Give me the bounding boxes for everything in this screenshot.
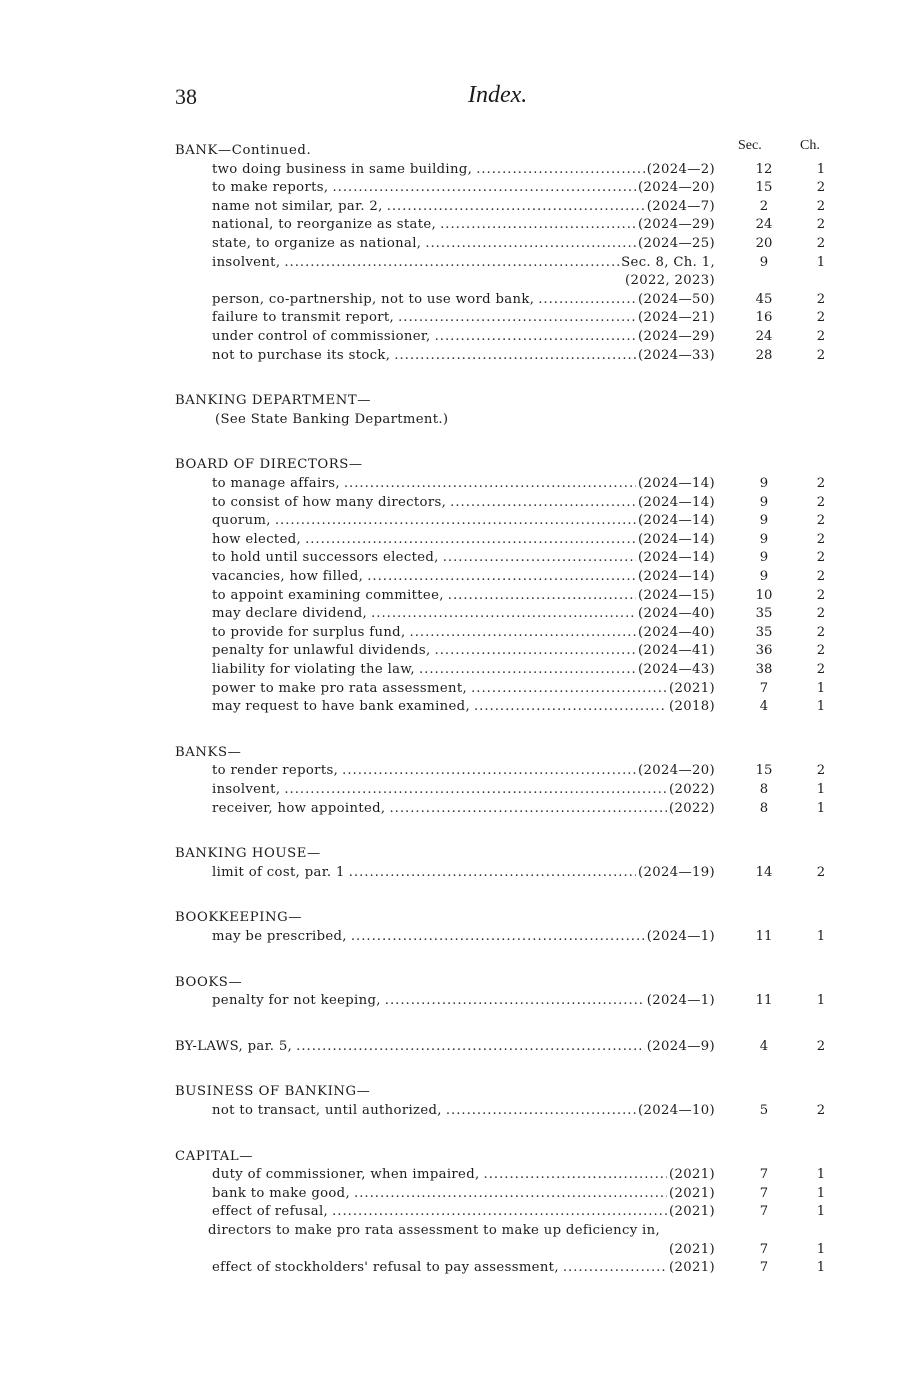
sec-number: 4 (759, 699, 769, 715)
section-heading: BOOKS— (175, 974, 243, 990)
sec-number: 7 (759, 1167, 769, 1183)
index-entry (212, 680, 715, 698)
ch-number: 2 (816, 624, 826, 640)
ch-number: 2 (816, 476, 826, 491)
sec-number: 2 (759, 198, 769, 214)
sec-number: 10 (755, 587, 773, 603)
ch-number: 2 (816, 217, 826, 233)
ch-number: 2 (816, 1103, 826, 1118)
entry-reference: (2022) (669, 782, 715, 797)
index-entry (212, 698, 715, 716)
ch-number: 2 (816, 1038, 826, 1054)
dot-leader (435, 328, 636, 346)
section-heading: BANKING DEPARTMENT— (175, 393, 372, 409)
index-entry (212, 291, 715, 309)
entry-continuation: (2021) (669, 1241, 715, 1257)
dot-leader (387, 198, 645, 216)
entry-text: national, to reorganize as state, (212, 217, 437, 233)
index-entry (212, 642, 715, 660)
dot-leader (349, 864, 636, 882)
page-number: 38 (175, 84, 197, 109)
entry-reference: (2021) (669, 1185, 715, 1201)
sec-number: 11 (755, 929, 773, 944)
index-entry (212, 1259, 715, 1277)
sec-number: 15 (755, 763, 773, 779)
dot-leader (419, 661, 636, 679)
entry-text: may be prescribed, (212, 929, 347, 944)
dot-leader (484, 1166, 668, 1184)
sec-number: 45 (755, 291, 773, 307)
entry-text: to provide for surplus fund, (212, 624, 406, 640)
dot-leader (538, 291, 636, 309)
entry-text: to consist of how many directors, (212, 494, 447, 510)
entry-reference: (2024—50) (638, 291, 715, 307)
sec-number: 36 (755, 643, 773, 659)
entry-reference: (2024—40) (638, 624, 715, 640)
sec-number: 15 (755, 180, 773, 196)
section-heading: BOARD OF DIRECTORS— (175, 457, 363, 473)
entry-reference: (2022) (669, 800, 715, 816)
sec-number: 14 (755, 864, 773, 880)
entry-text: insolvent, (212, 254, 281, 270)
sec-number: 7 (759, 680, 769, 696)
entry-text: bank to make good, (212, 1185, 351, 1201)
index-entry (212, 781, 715, 799)
sec-number: 12 (755, 161, 773, 177)
ch-number: 1 (816, 800, 826, 816)
index-entry-wrapped: directors to make pro rata assessment to make up deficiency in, (208, 1223, 661, 1238)
dot-leader (448, 587, 636, 605)
index-entry (212, 928, 715, 946)
entry-reference: Sec. 8, Ch. 1, (621, 254, 715, 270)
ch-number: 1 (816, 782, 826, 797)
entry-reference: (2024—1) (646, 929, 715, 944)
sec-number: 38 (755, 662, 773, 677)
sec-number: 7 (759, 1260, 769, 1276)
entry-reference: (2024—25) (638, 236, 715, 251)
ch-number: 2 (816, 180, 826, 196)
index-entry (212, 587, 715, 605)
entry-reference: (2024—33) (638, 347, 715, 363)
entry-text: limit of cost, par. 1 (212, 864, 345, 880)
dot-leader (563, 1259, 667, 1277)
section-heading: BANKS— (175, 744, 242, 760)
dot-leader (443, 549, 636, 567)
sec-number: 9 (759, 550, 769, 566)
dot-leader (354, 1185, 667, 1203)
entry-continuation: (2022, 2023) (625, 273, 715, 289)
page-title: Index. (468, 82, 528, 108)
ch-number: 2 (816, 513, 826, 529)
ch-number: 2 (816, 347, 826, 363)
ch-number: 1 (816, 680, 826, 696)
entry-text: penalty for not keeping, (212, 993, 381, 1009)
sec-number: 9 (759, 569, 769, 584)
index-entry (212, 161, 715, 179)
dot-leader (351, 928, 645, 946)
section-heading: BANKING HOUSE— (175, 846, 321, 862)
entry-reference: (2024—20) (638, 763, 715, 779)
index-entry (212, 1102, 715, 1120)
index-entry (212, 1185, 715, 1203)
entry-reference: (2021) (669, 1167, 715, 1183)
ch-number: 2 (816, 198, 826, 214)
index-heading-entry (175, 1038, 715, 1056)
index-entry (212, 235, 715, 253)
sec-number: 9 (759, 513, 769, 529)
entry-text: how elected, (212, 531, 302, 547)
ch-number: 2 (816, 550, 826, 566)
entry-text: duty of commissioner, when impaired, (212, 1167, 480, 1183)
dot-leader (450, 494, 636, 512)
index-entry (212, 347, 715, 365)
entry-reference: (2024—43) (638, 662, 715, 677)
ch-number: 2 (816, 531, 826, 547)
ch-number: 2 (816, 587, 826, 603)
ch-number: 1 (816, 699, 826, 715)
dot-leader (398, 309, 636, 327)
index-entry (212, 198, 715, 216)
dot-leader (284, 781, 667, 799)
entry-reference: (2024—15) (638, 587, 715, 603)
section-heading: BANK—Continued. (175, 143, 312, 158)
entry-text: failure to transmit report, (212, 310, 395, 326)
sec-number: 7 (759, 1241, 769, 1257)
ch-number: 1 (816, 1204, 826, 1220)
entry-reference: (2021) (669, 680, 715, 696)
sec-number: 7 (759, 1204, 769, 1220)
dot-leader (425, 235, 636, 253)
ch-number: 2 (816, 569, 826, 584)
entry-reference: (2024—29) (638, 329, 715, 344)
entry-reference: (2024—14) (638, 550, 715, 566)
ch-number: 1 (816, 1260, 826, 1276)
sec-number: 28 (755, 347, 773, 363)
entry-text: liability for violating the law, (212, 662, 415, 677)
dot-leader (446, 1102, 636, 1120)
index-entry (212, 549, 715, 567)
index-entry (212, 762, 715, 780)
index-entry (212, 475, 715, 493)
sec-number: 9 (759, 531, 769, 547)
entry-text: may declare dividend, (212, 606, 368, 622)
ch-number: 2 (816, 662, 826, 677)
entry-reference: (2024—14) (638, 513, 715, 529)
entry-reference: (2018) (669, 699, 715, 715)
sec-number: 35 (755, 624, 773, 640)
index-entry (212, 254, 715, 272)
index-entry (212, 531, 715, 549)
sec-column-header: Sec. (738, 138, 762, 153)
entry-text: to appoint examining committee, (212, 587, 444, 603)
section-heading: BUSINESS OF BANKING— (175, 1084, 371, 1100)
sec-number: 9 (759, 494, 769, 510)
ch-number: 1 (816, 1185, 826, 1201)
index-entry (212, 800, 715, 818)
sec-number: 4 (759, 1038, 769, 1054)
entry-reference: (2024—10) (638, 1103, 715, 1118)
entry-reference: (2024—14) (638, 476, 715, 491)
index-entry (212, 494, 715, 512)
dot-leader (342, 762, 636, 780)
index-entry (212, 661, 715, 679)
entry-reference: (2024—19) (638, 864, 715, 880)
entry-reference: (2021) (669, 1204, 715, 1220)
sec-number: 5 (759, 1103, 769, 1118)
sec-number: 9 (759, 254, 769, 270)
entry-text: may request to have bank examined, (212, 699, 470, 715)
entry-text: effect of refusal, (212, 1204, 329, 1220)
ch-number: 2 (816, 606, 826, 622)
section-heading: CAPITAL— (175, 1148, 254, 1164)
ch-number: 1 (816, 161, 826, 177)
dot-leader (476, 161, 645, 179)
entry-text: to make reports, (212, 180, 329, 196)
index-entry (212, 328, 715, 346)
entry-text: power to make pro rata assessment, (212, 680, 468, 696)
entry-reference: (2024—14) (638, 531, 715, 547)
dot-leader (389, 800, 667, 818)
entry-reference: (2024—7) (646, 198, 715, 214)
index-entry (212, 624, 715, 642)
sec-number: 24 (755, 329, 773, 344)
ch-number: 1 (816, 1167, 826, 1183)
ch-number: 2 (816, 329, 826, 344)
entry-text: not to purchase its stock, (212, 347, 391, 363)
sec-number: 24 (755, 217, 773, 233)
entry-text: insolvent, (212, 782, 281, 797)
dot-leader (385, 992, 645, 1010)
entry-reference: (2024—1) (646, 993, 715, 1009)
dot-leader (332, 179, 636, 197)
entry-reference: (2024—40) (638, 606, 715, 622)
ch-number: 2 (816, 864, 826, 880)
dot-leader (440, 216, 636, 234)
dot-leader (367, 568, 636, 586)
entry-text: effect of stockholders' refusal to pay assessment, (212, 1260, 559, 1276)
index-entry (212, 1166, 715, 1184)
dot-leader (296, 1038, 645, 1056)
ch-number: 1 (816, 254, 826, 270)
dot-leader (284, 254, 619, 272)
dot-leader (410, 624, 636, 642)
ch-number: 2 (816, 643, 826, 659)
dot-leader (275, 512, 636, 530)
entry-text: penalty for unlawful dividends, (212, 643, 431, 659)
entry-text: to hold until successors elected, (212, 550, 439, 566)
entry-text: two doing business in same building, (212, 161, 473, 177)
entry-text: vacancies, how filled, (212, 569, 364, 584)
ch-number: 1 (816, 1241, 826, 1257)
dot-leader (371, 605, 636, 623)
entry-reference: (2024—14) (638, 569, 715, 584)
sec-number: 16 (755, 310, 773, 326)
entry-reference: (2024—9) (646, 1038, 715, 1054)
entry-text: to render reports, (212, 763, 339, 779)
ch-number: 2 (816, 763, 826, 779)
dot-leader (332, 1203, 667, 1221)
dot-leader (344, 475, 636, 493)
sec-number: 8 (759, 800, 769, 816)
ch-number: 1 (816, 929, 826, 944)
dot-leader (305, 531, 636, 549)
entry-reference: (2024—20) (638, 180, 715, 196)
index-entry (212, 179, 715, 197)
index-entry (212, 216, 715, 234)
entry-text: person, co-partnership, not to use word bank, (212, 291, 535, 307)
ch-number: 2 (816, 236, 826, 251)
sec-number: 35 (755, 606, 773, 622)
entry-text: to manage affairs, (212, 476, 340, 491)
entry-reference: (2024—41) (638, 643, 715, 659)
index-entry (212, 568, 715, 586)
entry-reference: (2024—2) (646, 161, 715, 177)
entry-reference: (2024—29) (638, 217, 715, 233)
entry-text: receiver, how appointed, (212, 800, 386, 816)
cross-reference: (See State Banking Department.) (215, 411, 449, 427)
entry-text: BY-LAWS, par. 5, (175, 1038, 293, 1054)
entry-reference: (2024—14) (638, 494, 715, 510)
sec-number: 11 (755, 993, 773, 1009)
entry-text: not to transact, until authorized, (212, 1103, 442, 1118)
sec-number: 20 (755, 236, 773, 251)
sec-number: 8 (759, 782, 769, 797)
index-entry (212, 1203, 715, 1221)
ch-number: 2 (816, 310, 826, 326)
ch-number: 2 (816, 494, 826, 510)
entry-reference: (2021) (669, 1260, 715, 1276)
entry-text: quorum, (212, 513, 271, 529)
index-entry (212, 512, 715, 530)
entry-text: under control of commissioner, (212, 329, 431, 344)
index-entry (212, 864, 715, 882)
entry-reference: (2024—21) (638, 310, 715, 326)
index-entry (212, 992, 715, 1010)
ch-number: 2 (816, 291, 826, 307)
ch-number: 1 (816, 993, 826, 1009)
index-entry (212, 605, 715, 623)
entry-text: name not similar, par. 2, (212, 198, 383, 214)
dot-leader (474, 698, 667, 716)
section-heading: BOOKKEEPING— (175, 910, 303, 926)
sec-number: 7 (759, 1185, 769, 1201)
dot-leader (435, 642, 636, 660)
dot-leader (471, 680, 667, 698)
ch-column-header: Ch. (800, 138, 820, 153)
entry-text: state, to organize as national, (212, 236, 422, 251)
dot-leader (394, 347, 636, 365)
sec-number: 9 (759, 476, 769, 491)
index-entry (212, 309, 715, 327)
